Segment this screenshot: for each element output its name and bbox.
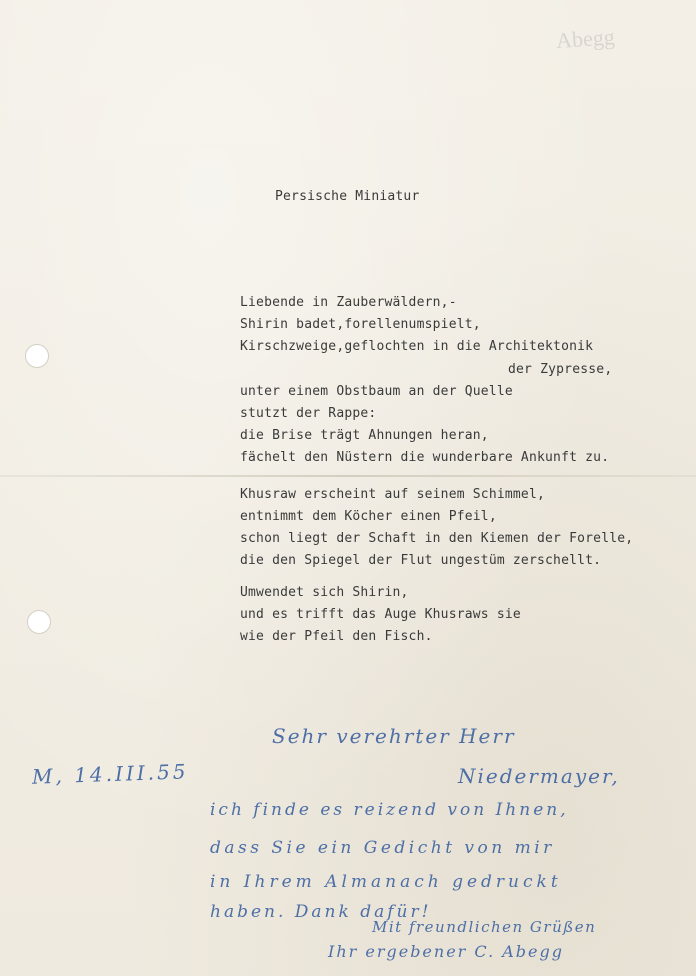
poem-line: Umwendet sich Shirin, bbox=[240, 585, 409, 600]
handwritten-closing: Mit freundlichen Grüßen bbox=[372, 918, 597, 936]
poem-line: entnimmt dem Köcher einen Pfeil, bbox=[240, 509, 497, 524]
handwritten-date: M, 14.III.55 bbox=[31, 759, 189, 789]
poem-line: fächelt den Nüstern die wunderbare Ankunft zu. bbox=[240, 450, 610, 465]
poem-line: die Brise trägt Ahnungen heran, bbox=[240, 428, 489, 443]
handwritten-recipient: Niedermayer, bbox=[458, 764, 620, 788]
handwritten-signature: Ihr ergebener C. Abegg bbox=[328, 942, 564, 961]
poem-line: und es trifft das Auge Khusraws sie bbox=[240, 607, 521, 622]
poem-line: die den Spiegel der Flut ungestüm zerschellt. bbox=[240, 553, 602, 568]
handwritten-body-line: haben. Dank dafür! bbox=[210, 902, 432, 922]
poem-title: Persische Miniatur bbox=[275, 189, 420, 204]
poem-line: stutzt der Rappe: bbox=[240, 406, 377, 421]
handwritten-body-line: in Ihrem Almanach gedruckt bbox=[210, 872, 562, 892]
poem-line: wie der Pfeil den Fisch. bbox=[240, 629, 433, 644]
archive-mark: Abegg bbox=[555, 24, 616, 54]
poem-line: Shirin badet,forellenumspielt, bbox=[240, 317, 481, 332]
poem-line: der Zypresse, bbox=[508, 362, 613, 377]
punch-hole-bottom bbox=[27, 610, 51, 634]
poem-line: Kirschzweige,geflochten in die Architektonik bbox=[240, 339, 594, 354]
handwritten-body-line: dass Sie ein Gedicht von mir bbox=[210, 838, 555, 858]
punch-hole-top bbox=[25, 344, 49, 368]
poem-line: unter einem Obstbaum an der Quelle bbox=[240, 384, 513, 399]
poem-line: schon liegt der Schaft in den Kiemen der Forelle, bbox=[240, 531, 634, 546]
handwritten-salutation: Sehr verehrter Herr bbox=[272, 724, 516, 748]
handwritten-body-line: ich finde es reizend von Ihnen, bbox=[210, 800, 569, 820]
poem-line: Khusraw erscheint auf seinem Schimmel, bbox=[240, 487, 546, 502]
poem-line: Liebende in Zauberwäldern,- bbox=[240, 295, 457, 310]
paper-fold bbox=[0, 475, 696, 477]
